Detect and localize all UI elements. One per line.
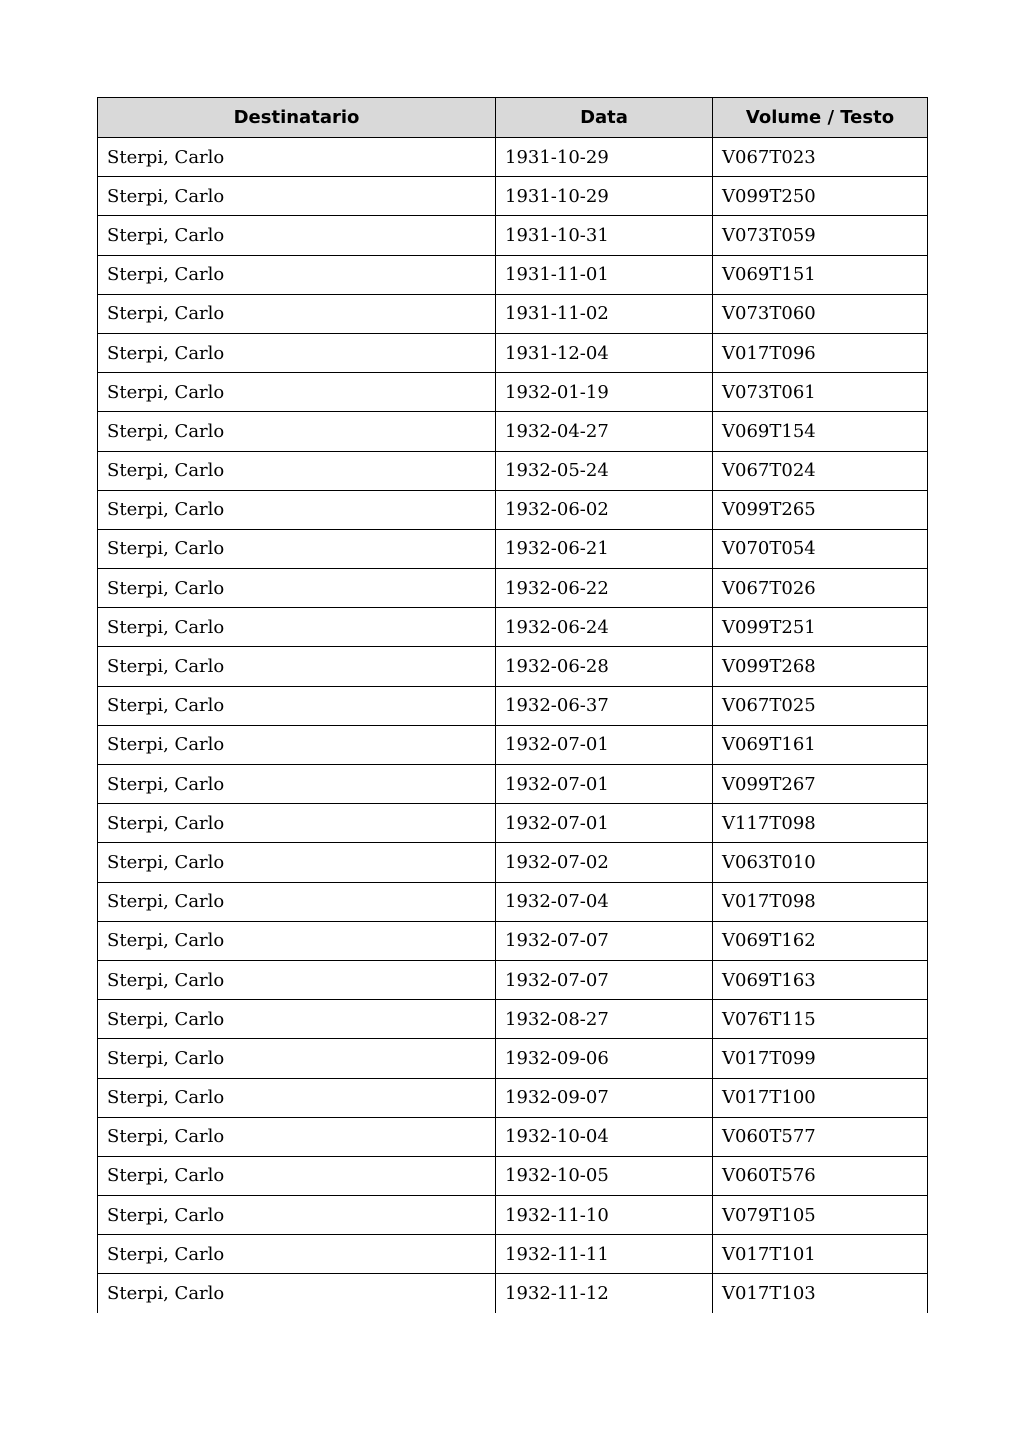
- cell-data: 1931-10-29: [496, 138, 713, 177]
- cell-destinatario: Sterpi, Carlo: [98, 216, 496, 255]
- cell-volume-testo: V076T115: [713, 1000, 928, 1039]
- cell-data: 1932-07-07: [496, 921, 713, 960]
- cell-volume-testo: V063T010: [713, 843, 928, 882]
- header-volume-testo: Volume / Testo: [713, 98, 928, 138]
- cell-destinatario: Sterpi, Carlo: [98, 333, 496, 372]
- cell-data: 1932-06-28: [496, 647, 713, 686]
- table-row: [98, 412, 928, 451]
- cell-volume-testo: V067T025: [713, 686, 928, 725]
- cell-data: 1932-08-27: [496, 1000, 713, 1039]
- table-row: [98, 138, 928, 177]
- cell-volume-testo: V017T101: [713, 1235, 928, 1274]
- table-body: [98, 138, 928, 1314]
- table-row: [98, 725, 928, 764]
- table-row: [98, 1274, 928, 1313]
- cell-destinatario: Sterpi, Carlo: [98, 138, 496, 177]
- cell-destinatario: Sterpi, Carlo: [98, 804, 496, 843]
- cell-volume-testo: V099T265: [713, 490, 928, 529]
- cell-data: 1932-07-01: [496, 804, 713, 843]
- table-row: [98, 1196, 928, 1235]
- cell-data: 1932-01-19: [496, 373, 713, 412]
- cell-volume-testo: V060T577: [713, 1117, 928, 1156]
- cell-data: 1932-11-11: [496, 1235, 713, 1274]
- cell-volume-testo: V073T059: [713, 216, 928, 255]
- cell-volume-testo: V017T098: [713, 882, 928, 921]
- table-row: [98, 490, 928, 529]
- table-header: [98, 98, 928, 138]
- cell-destinatario: Sterpi, Carlo: [98, 608, 496, 647]
- table-row: [98, 373, 928, 412]
- cell-destinatario: Sterpi, Carlo: [98, 1156, 496, 1195]
- table-row: [98, 647, 928, 686]
- cell-data: 1932-05-24: [496, 451, 713, 490]
- cell-volume-testo: V069T161: [713, 725, 928, 764]
- header-row: [98, 98, 928, 138]
- cell-volume-testo: V070T054: [713, 529, 928, 568]
- table-row: [98, 608, 928, 647]
- cell-volume-testo: V073T061: [713, 373, 928, 412]
- table-row: [98, 882, 928, 921]
- cell-destinatario: Sterpi, Carlo: [98, 490, 496, 529]
- cell-volume-testo: V017T103: [713, 1274, 928, 1313]
- cell-data: 1932-07-07: [496, 960, 713, 999]
- cell-destinatario: Sterpi, Carlo: [98, 1078, 496, 1117]
- cell-volume-testo: V099T268: [713, 647, 928, 686]
- cell-data: 1931-10-29: [496, 177, 713, 216]
- cell-data: 1931-11-01: [496, 255, 713, 294]
- cell-destinatario: Sterpi, Carlo: [98, 412, 496, 451]
- cell-volume-testo: V069T162: [713, 921, 928, 960]
- cell-data: 1932-07-01: [496, 725, 713, 764]
- table-row: [98, 529, 928, 568]
- cell-volume-testo: V073T060: [713, 294, 928, 333]
- table-row: [98, 216, 928, 255]
- cell-destinatario: Sterpi, Carlo: [98, 569, 496, 608]
- cell-destinatario: Sterpi, Carlo: [98, 529, 496, 568]
- cell-data: 1932-10-04: [496, 1117, 713, 1156]
- cell-data: 1932-07-04: [496, 882, 713, 921]
- table-row: [98, 569, 928, 608]
- table-row: [98, 177, 928, 216]
- table-row: [98, 921, 928, 960]
- cell-volume-testo: V117T098: [713, 804, 928, 843]
- cell-destinatario: Sterpi, Carlo: [98, 843, 496, 882]
- cell-volume-testo: V060T576: [713, 1156, 928, 1195]
- cell-destinatario: Sterpi, Carlo: [98, 451, 496, 490]
- cell-volume-testo: V099T251: [713, 608, 928, 647]
- cell-destinatario: Sterpi, Carlo: [98, 294, 496, 333]
- cell-data: 1932-11-12: [496, 1274, 713, 1313]
- correspondence-table: [97, 97, 928, 1313]
- cell-volume-testo: V079T105: [713, 1196, 928, 1235]
- cell-volume-testo: V069T163: [713, 960, 928, 999]
- cell-destinatario: Sterpi, Carlo: [98, 177, 496, 216]
- cell-data: 1932-06-02: [496, 490, 713, 529]
- cell-data: 1932-06-37: [496, 686, 713, 725]
- table-row: [98, 804, 928, 843]
- cell-destinatario: Sterpi, Carlo: [98, 255, 496, 294]
- table-row: [98, 1000, 928, 1039]
- cell-destinatario: Sterpi, Carlo: [98, 882, 496, 921]
- cell-destinatario: Sterpi, Carlo: [98, 1235, 496, 1274]
- cell-volume-testo: V067T026: [713, 569, 928, 608]
- cell-volume-testo: V067T024: [713, 451, 928, 490]
- cell-destinatario: Sterpi, Carlo: [98, 1000, 496, 1039]
- cell-destinatario: Sterpi, Carlo: [98, 1039, 496, 1078]
- cell-volume-testo: V017T096: [713, 333, 928, 372]
- cell-destinatario: Sterpi, Carlo: [98, 647, 496, 686]
- cell-data: 1932-09-06: [496, 1039, 713, 1078]
- cell-destinatario: Sterpi, Carlo: [98, 1274, 496, 1313]
- cell-destinatario: Sterpi, Carlo: [98, 960, 496, 999]
- cell-volume-testo: V099T267: [713, 765, 928, 804]
- cell-destinatario: Sterpi, Carlo: [98, 921, 496, 960]
- cell-data: 1932-06-22: [496, 569, 713, 608]
- cell-data: 1932-07-02: [496, 843, 713, 882]
- cell-data: 1932-06-21: [496, 529, 713, 568]
- document-page: [97, 97, 927, 1313]
- cell-data: 1931-11-02: [496, 294, 713, 333]
- cell-data: 1932-06-24: [496, 608, 713, 647]
- table-row: [98, 451, 928, 490]
- cell-data: 1932-11-10: [496, 1196, 713, 1235]
- cell-destinatario: Sterpi, Carlo: [98, 686, 496, 725]
- table-row: [98, 294, 928, 333]
- cell-data: 1931-12-04: [496, 333, 713, 372]
- table-row: [98, 333, 928, 372]
- cell-destinatario: Sterpi, Carlo: [98, 1117, 496, 1156]
- table-row: [98, 1156, 928, 1195]
- cell-destinatario: Sterpi, Carlo: [98, 373, 496, 412]
- header-data: Data: [496, 98, 713, 138]
- table-row: [98, 1078, 928, 1117]
- cell-destinatario: Sterpi, Carlo: [98, 765, 496, 804]
- cell-data: 1931-10-31: [496, 216, 713, 255]
- cell-volume-testo: V099T250: [713, 177, 928, 216]
- cell-volume-testo: V017T100: [713, 1078, 928, 1117]
- header-destinatario: Destinatario: [98, 98, 496, 138]
- cell-volume-testo: V069T151: [713, 255, 928, 294]
- cell-data: 1932-09-07: [496, 1078, 713, 1117]
- cell-data: 1932-10-05: [496, 1156, 713, 1195]
- table-row: [98, 1117, 928, 1156]
- table-row: [98, 686, 928, 725]
- cell-volume-testo: V017T099: [713, 1039, 928, 1078]
- cell-data: 1932-04-27: [496, 412, 713, 451]
- cell-destinatario: Sterpi, Carlo: [98, 1196, 496, 1235]
- table-row: [98, 1039, 928, 1078]
- table-row: [98, 765, 928, 804]
- cell-destinatario: Sterpi, Carlo: [98, 725, 496, 764]
- table-row: [98, 960, 928, 999]
- table-row: [98, 1235, 928, 1274]
- table-row: [98, 255, 928, 294]
- table-row: [98, 843, 928, 882]
- cell-data: 1932-07-01: [496, 765, 713, 804]
- cell-volume-testo: V067T023: [713, 138, 928, 177]
- cell-volume-testo: V069T154: [713, 412, 928, 451]
